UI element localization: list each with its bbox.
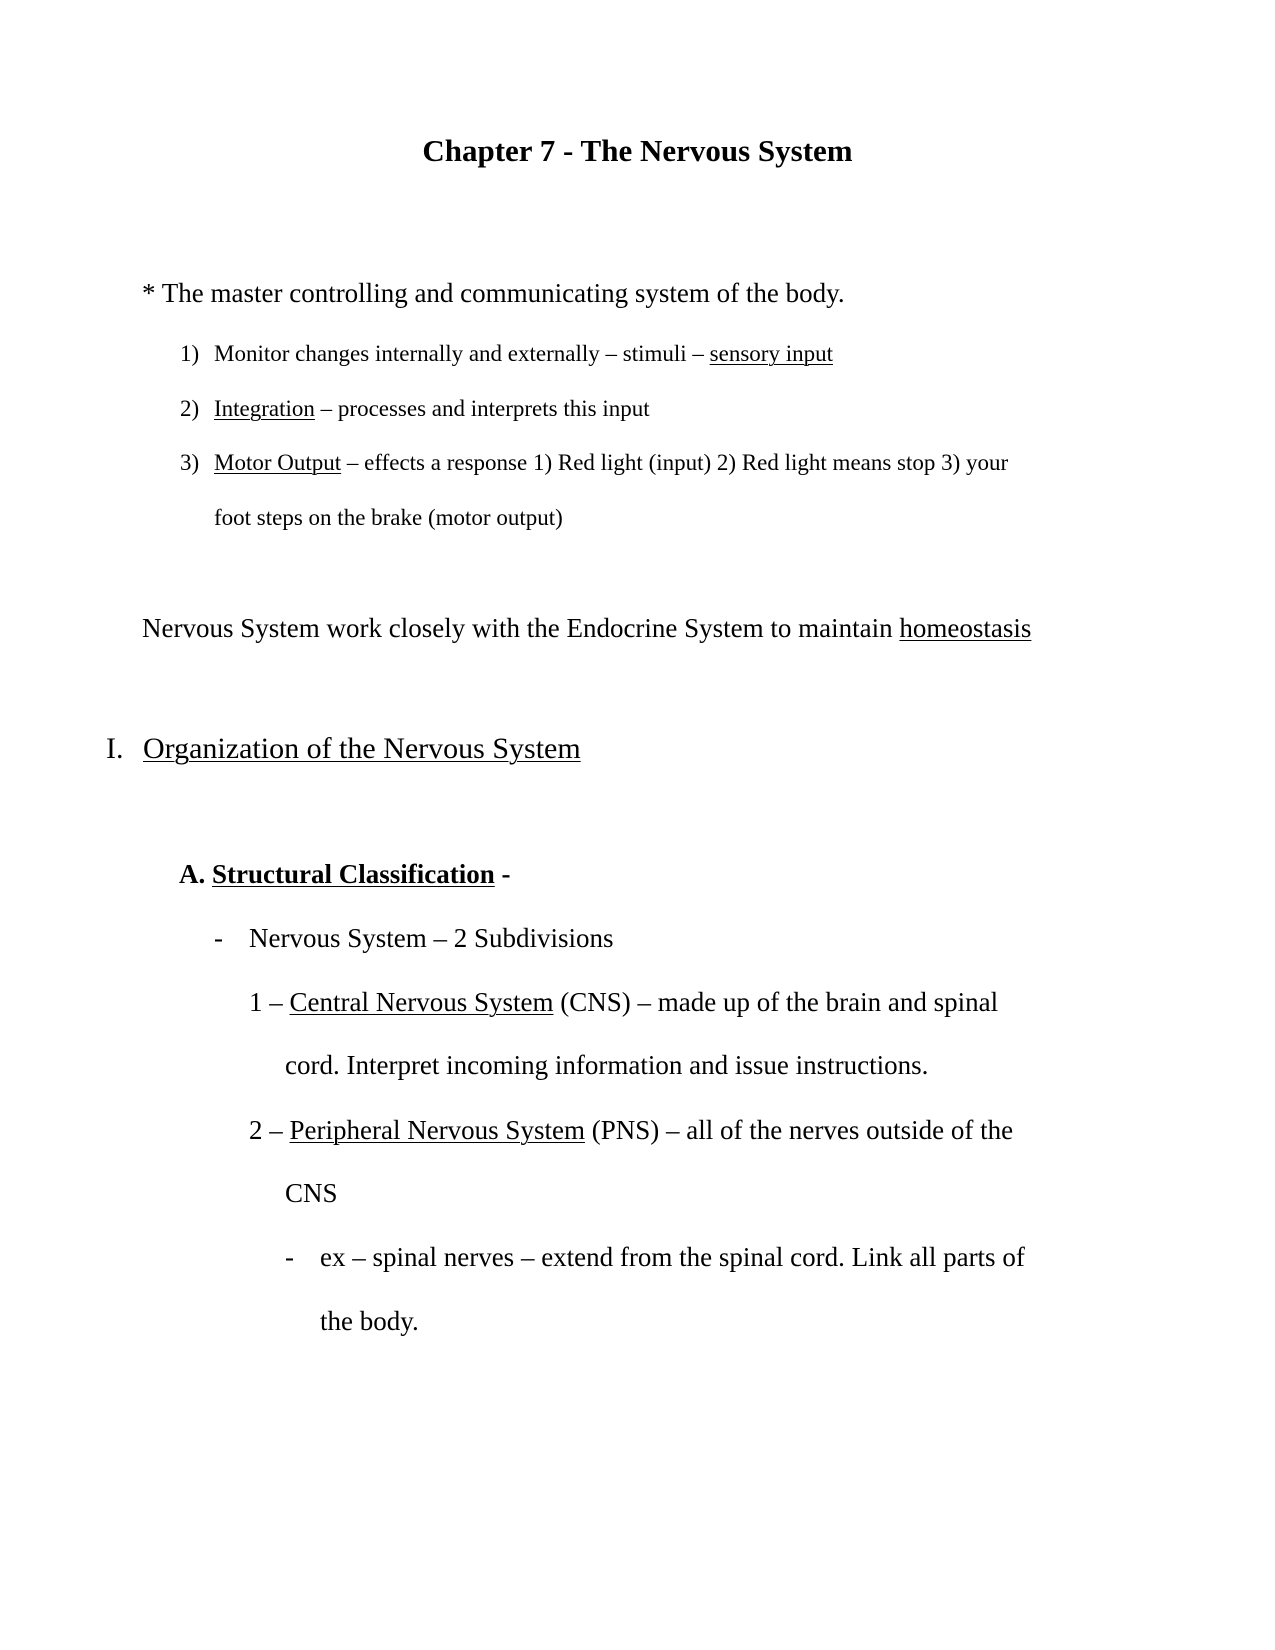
list-number: 1) [180, 341, 200, 366]
function-3-continued: foot steps on the brake (motor output) [214, 505, 563, 530]
intro-text: * The master controlling and communicating system of the body. [142, 278, 845, 308]
subdivisions-line [214, 925, 614, 952]
pns-continued: CNS [285, 1178, 338, 1208]
page-title: Chapter 7 - The Nervous System [422, 133, 853, 168]
pns-line [249, 1117, 1013, 1144]
section-title: Organization of the Nervous System [143, 732, 581, 765]
example-continued: the body. [320, 1306, 419, 1336]
cns-prefix: 1 – [249, 987, 290, 1017]
pns-term: Peripheral Nervous System [289, 1115, 585, 1145]
function-2 [180, 397, 650, 420]
section-heading [106, 734, 581, 764]
list-number: 2) [180, 396, 200, 421]
function-3 [180, 451, 1008, 474]
cns-text: (CNS) – made up of the brain and spinal [553, 987, 999, 1017]
subsection-letter: A. [179, 859, 206, 889]
subsection-heading [179, 861, 511, 888]
subsection-suffix: - [494, 859, 511, 889]
function-text: – effects a response 1) Red light (input) 2) Red light means stop 3) your [341, 450, 1009, 475]
example-line [285, 1244, 1025, 1271]
function-term: sensory input [709, 341, 833, 366]
function-term: Integration [214, 396, 315, 421]
cns-term: Central Nervous System [289, 987, 554, 1017]
homeostasis-line [142, 615, 1031, 642]
homeostasis-term: homeostasis [899, 613, 1032, 643]
function-1 [180, 342, 833, 365]
cns-continued: cord. Interpret incoming information and issue instructions. [285, 1050, 929, 1080]
subsection-title: Structural Classification [212, 859, 495, 889]
function-text: – processes and interprets this input [314, 396, 650, 421]
bullet-dash: - [285, 1242, 294, 1272]
bullet-dash: - [214, 923, 223, 953]
pns-prefix: 2 – [249, 1115, 290, 1145]
function-text: Monitor changes internally and externally – stimuli – [214, 341, 710, 366]
pns-text: (PNS) – all of the nerves outside of the [584, 1115, 1014, 1145]
section-number: I. [106, 732, 124, 765]
function-term: Motor Output [214, 450, 342, 475]
example-text: ex – spinal nerves – extend from the spinal cord. Link all parts of [320, 1242, 1025, 1272]
list-number: 3) [180, 450, 200, 475]
homeostasis-text: Nervous System work closely with the Endocrine System to maintain [142, 613, 900, 643]
cns-line [249, 989, 998, 1016]
subdivisions-text: Nervous System – 2 Subdivisions [249, 923, 614, 953]
